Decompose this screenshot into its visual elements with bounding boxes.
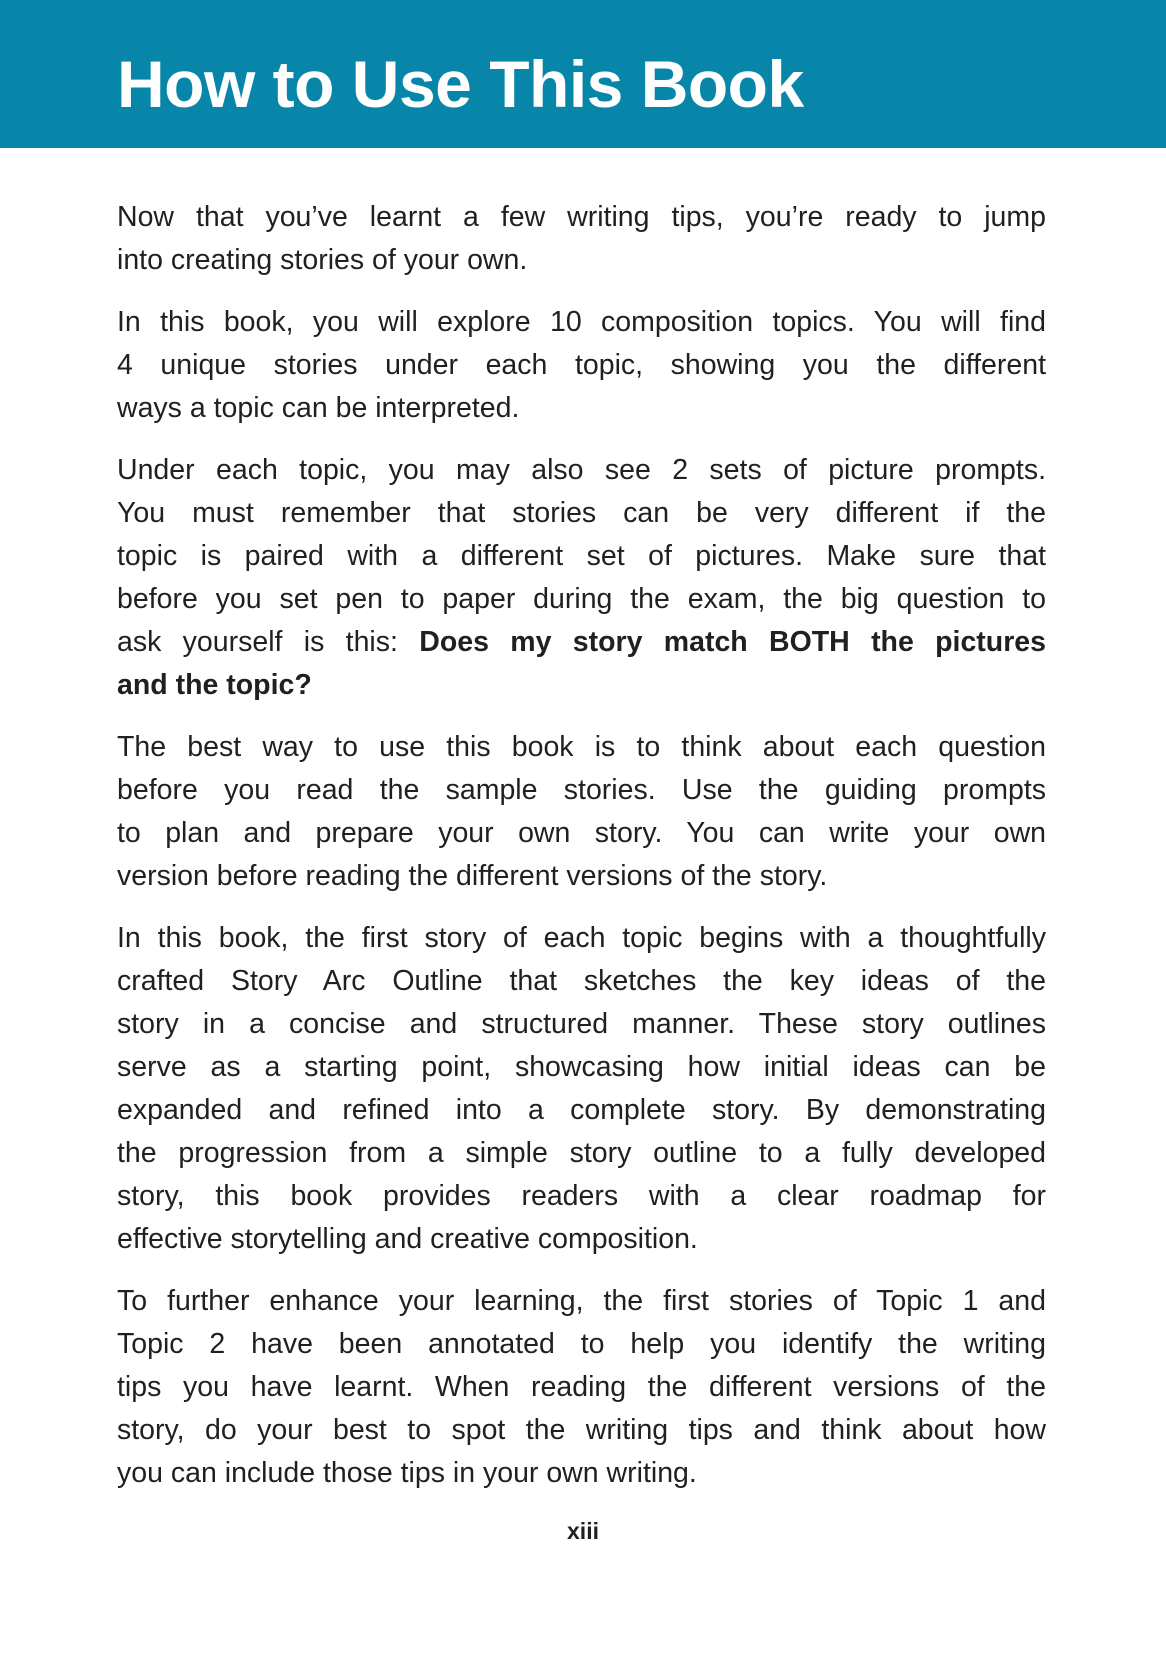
text-line: Topic 2 have been annotated to help you identify the writing: [117, 1328, 1046, 1360]
body-text: [117, 196, 1046, 1514]
text-line: before you read the sample stories. Use the guiding prompts: [117, 774, 1046, 806]
title-banner: [0, 0, 1166, 148]
page-title: How to Use This Book: [117, 47, 804, 121]
text-line: [117, 664, 1046, 707]
text-line: You must remember that stories can be very different if the: [117, 497, 1046, 529]
text-line: topic is paired with a different set of pictures. Make sure that: [117, 540, 1046, 572]
key-question: Does my story match BOTH the pictures: [419, 626, 1046, 658]
text-line: In this book, the first story of each topic begins with a thoughtfully: [117, 922, 1046, 954]
text-line: crafted Story Arc Outline that sketches the key ideas of the: [117, 965, 1046, 997]
text-line: version before reading the different versions of the story.: [117, 860, 828, 892]
paragraph-4: [117, 726, 1046, 898]
text-line: Now that you’ve learnt a few writing tips, you’re ready to jump: [117, 201, 1046, 233]
text-line: expanded and refined into a complete story. By demonstrating: [117, 1094, 1046, 1126]
text-line: story in a concise and structured manner. These story outlines: [117, 1008, 1046, 1040]
text-line: In this book, you will explore 10 composition topics. You will find: [117, 306, 1046, 338]
key-question-end: and the topic?: [117, 669, 312, 701]
page-number: xiii: [567, 1518, 599, 1544]
paragraph-6: [117, 1280, 1046, 1495]
text-line: [117, 621, 1046, 664]
text-line: story, this book provides readers with a clear roadmap for: [117, 1180, 1046, 1212]
text-line: tips you have learnt. When reading the different versions of the: [117, 1371, 1046, 1403]
paragraph-1: [117, 196, 1046, 282]
text-line: 4 unique stories under each topic, showing you the different: [117, 349, 1046, 381]
paragraph-3: [117, 449, 1046, 707]
text-line: to plan and prepare your own story. You can write your own: [117, 817, 1046, 849]
text-line: the progression from a simple story outline to a fully developed: [117, 1137, 1046, 1169]
text-line: To further enhance your learning, the first stories of Topic 1 and: [117, 1285, 1046, 1317]
text-line: into creating stories of your own.: [117, 244, 528, 276]
text-line: you can include those tips in your own writing.: [117, 1457, 697, 1489]
text-line: effective storytelling and creative composition.: [117, 1223, 698, 1255]
paragraph-2: [117, 301, 1046, 430]
text-line: Under each topic, you may also see 2 sets of picture prompts.: [117, 454, 1046, 486]
text-normal: ask yourself is this:: [117, 626, 420, 658]
paragraph-5: [117, 917, 1046, 1261]
text-line: serve as a starting point, showcasing how initial ideas can be: [117, 1051, 1046, 1083]
text-line: before you set pen to paper during the exam, the big question to: [117, 583, 1046, 615]
text-line: story, do your best to spot the writing tips and think about how: [117, 1414, 1046, 1446]
text-line: ways a topic can be interpreted.: [117, 392, 520, 424]
text-line: The best way to use this book is to think about each question: [117, 731, 1046, 763]
